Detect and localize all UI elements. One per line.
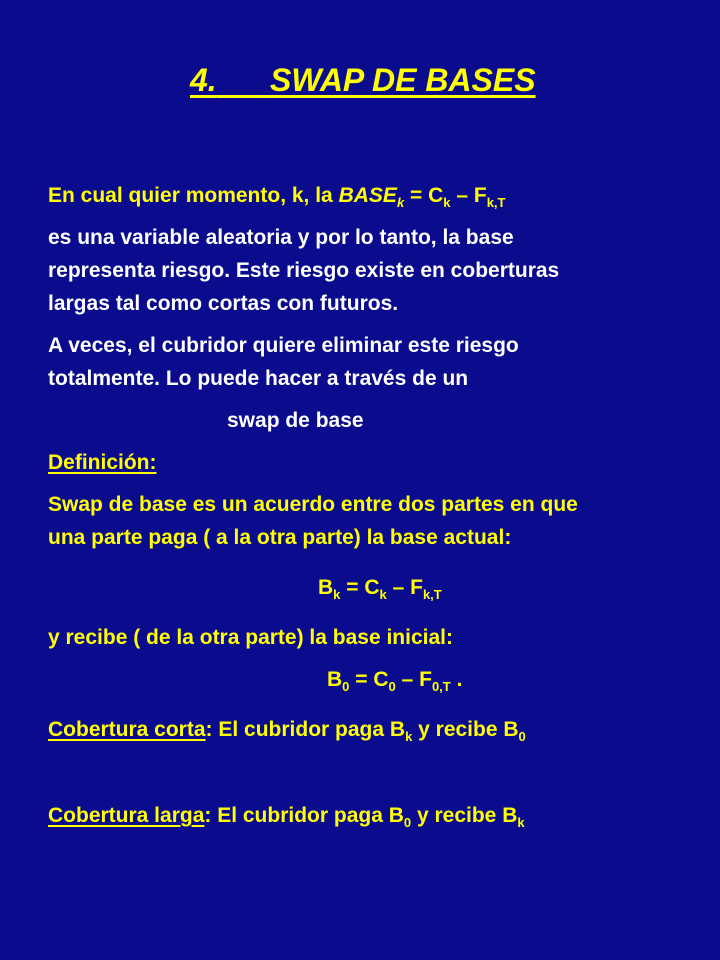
- base-word: BASE: [338, 184, 397, 207]
- b-symbol: B: [327, 668, 343, 691]
- b0-equation: [327, 668, 462, 694]
- b-sub-k: k: [333, 587, 341, 603]
- recibe-b: y recibe B: [412, 718, 519, 741]
- f-sub-kt: k,T: [422, 587, 442, 603]
- swap-de-base: swap de base: [227, 409, 364, 432]
- para2-line1: A veces, el cubridor quiere eliminar este riesgo: [48, 334, 519, 357]
- eq: =: [340, 576, 365, 599]
- sub-k: k: [405, 729, 413, 745]
- para2-line2: totalmente. Lo puede hacer a través de un: [48, 367, 469, 390]
- cobertura-larga-label: Cobertura larga: [48, 804, 205, 827]
- sub-0: 0: [518, 729, 526, 745]
- c-sub-k: k: [379, 587, 387, 603]
- line1-prefix: En cual quier momento, k, la: [48, 184, 339, 207]
- bk-equation: [318, 576, 442, 602]
- title-number: 4.: [190, 62, 217, 98]
- f-sub-kt: k,T: [486, 195, 506, 211]
- eq: =: [404, 184, 429, 207]
- minus-f: – F: [395, 668, 432, 691]
- corta-text: : El cubridor paga B: [205, 718, 406, 741]
- eq: =: [349, 668, 374, 691]
- title-text: SWAP DE BASES: [270, 62, 536, 98]
- f-sub-0t: 0,T: [431, 679, 451, 695]
- c-symbol: C: [373, 668, 389, 691]
- sub-0: 0: [403, 815, 412, 831]
- cobertura-larga-line: [48, 804, 525, 830]
- c-symbol: C: [364, 576, 380, 599]
- minus-f: – F: [450, 184, 487, 207]
- base-sub-k: k: [396, 195, 405, 211]
- sub-k: k: [517, 815, 525, 831]
- period: .: [450, 668, 463, 691]
- def-line1: Swap de base es un acuerdo entre dos partes en que: [48, 493, 578, 516]
- cobertura-corta-label: Cobertura corta: [48, 718, 206, 741]
- b-symbol: B: [318, 576, 334, 599]
- slide-title: [190, 62, 536, 99]
- cobertura-corta-line: [48, 718, 526, 744]
- larga-text: : El cubridor paga B: [204, 804, 404, 827]
- para1-line3: largas tal como cortas con futuros.: [48, 292, 399, 315]
- recibe-b: y recibe B: [411, 804, 518, 827]
- recibe-line: y recibe ( de la otra parte) la base inicial:: [48, 626, 453, 649]
- c-sub-k: k: [443, 195, 451, 211]
- c-symbol: C: [428, 184, 444, 207]
- definicion-heading: Definición:: [48, 451, 157, 474]
- minus-f: – F: [386, 576, 423, 599]
- b-sub-0: 0: [342, 679, 350, 695]
- def-line2: una parte paga ( a la otra parte) la base actual:: [48, 526, 512, 549]
- base-definition-line: [48, 184, 506, 210]
- para1-line2: representa riesgo. Este riesgo existe en coberturas: [48, 259, 560, 282]
- c-sub-0: 0: [388, 679, 396, 695]
- para1-line1: es una variable aleatoria y por lo tanto, la base: [48, 226, 514, 249]
